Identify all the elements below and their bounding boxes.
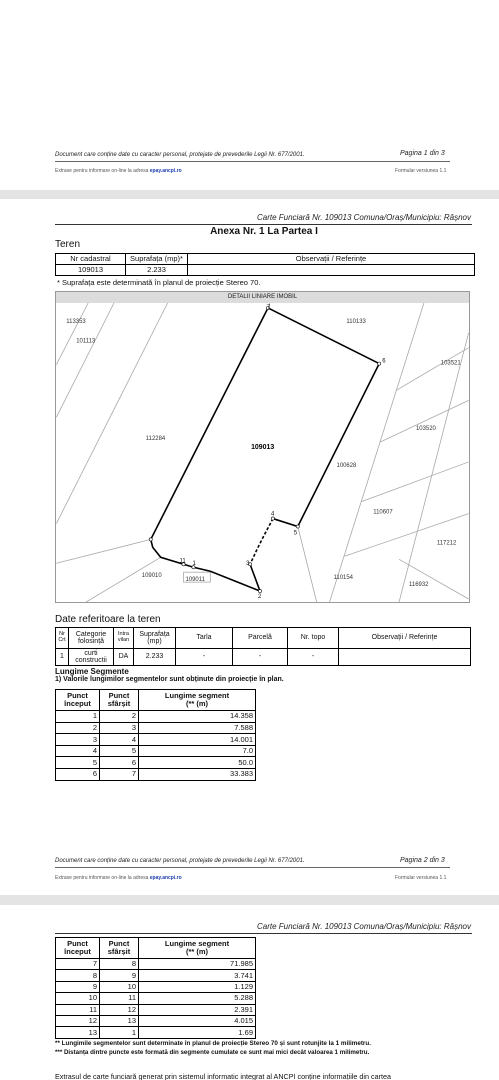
section-title-teren: Teren [55,239,81,250]
table-row [56,1015,256,1026]
land-data-table [55,627,471,666]
observations-cell [339,649,471,666]
table-row [56,265,475,276]
segment-end: 4 [100,734,139,746]
segment-end: 7 [100,768,139,780]
neighbor-label: 117212 [436,540,457,547]
point-label: 7 [266,304,271,311]
table-header: Nr. topo [288,628,339,649]
segment-start: 9 [56,981,100,992]
segment-end: 10 [100,981,139,992]
teren-table [55,253,475,276]
segment-length: 33.383 [139,768,256,780]
page-2 [0,199,499,895]
segment-start: 12 [56,1015,100,1026]
segment-end: 11 [100,993,139,1004]
table-header: Intra vilan [114,628,134,649]
form-version: Formular versiunea 1.1 [395,168,447,174]
footnote-rounding: ** Lungimile segmentelor sunt determinate în planul de proiecție Stereo 70 și sunt rotunjite la 1 milimetru. [55,1040,371,1047]
neighbor-label: 109010 [141,573,162,580]
segment-start: 7 [56,959,100,970]
segment-start: 3 [56,734,100,746]
parcel-value: - [233,649,288,666]
segment-start: 8 [56,970,100,981]
trailing-paragraph: Extrasul de carte funciară generat prin sistemul informatic integrat al ANCPI conține informațiile din cartea [55,1072,391,1080]
neighbor-label: 110133 [346,318,366,325]
neighbor-label: 113353 [66,318,86,325]
table-header: Observații / Referințe [339,628,471,649]
map-title: DETALII LINIARE IMOBIL [56,292,469,303]
neighbor-label: 101113 [76,338,96,345]
footer-notice: Document care conține date cu caracter personal, protejate de prevederile Legii Nr. 677/2001. [55,152,305,158]
tarla-value: - [176,649,233,666]
section-title-land-data: Date referitoare la teren [55,614,161,625]
parcel-id-label: 109013 [251,444,275,452]
segment-length: 7.588 [139,722,256,734]
table-row [56,757,256,769]
observations-cell [188,265,475,276]
header-divider [55,933,472,934]
surface-value: 2.233 [134,649,176,666]
point-label: 6 [382,358,386,365]
table-header: Suprafața (mp)* [126,254,188,265]
table-header: Punct sfârșit [100,938,139,959]
table-header: Tarla [176,628,233,649]
intravilan-flag: DA [114,649,134,666]
footer-source [55,168,182,174]
segment-end: 13 [100,1015,139,1026]
segment-length: 71.985 [139,959,256,970]
footer-divider [55,161,450,162]
point-label: 4 [270,511,275,518]
topo-number: - [288,649,339,666]
neighbor-label: 109011 [185,577,205,584]
neighbor-label: 116932 [409,582,429,589]
footer-source-prefix: Extrase pentru informare on-line la adresa [55,875,149,881]
surface-value: 2.233 [126,265,188,276]
segment-start: 2 [56,722,100,734]
segment-end: 6 [100,757,139,769]
neighbor-label: 103520 [415,426,436,433]
segment-start: 13 [56,1027,100,1038]
footer-divider [55,867,450,868]
footer-source-prefix: Extrase pentru informare on-line la adresa [55,168,149,174]
footnote-distance: *** Distanța dintre puncte este formată din segmente cumulate ce sunt mai mici decât valoarea 1 milimetru. [55,1049,370,1056]
table-row [56,1004,256,1015]
header-divider [55,224,472,225]
footer-site-link[interactable]: epay.ancpi.ro [149,168,182,174]
segment-start: 6 [56,768,100,780]
table-row [56,768,256,780]
segments-table-continued [55,937,256,1039]
footer-site-link[interactable]: epay.ancpi.ro [149,875,182,881]
table-header: Parcelă [233,628,288,649]
segments-table [55,689,256,781]
land-book-header: Carte Funciară Nr. 109013 Comuna/Oraș/Municipiu: Râșnov [256,922,471,931]
segments-note: 1) Valorile lungimilor segmentelor sunt obținute din proiecție în plan. [55,676,284,683]
neighbor-label: 110154 [333,575,353,582]
use-category: curti constructii [69,649,114,666]
table-header: Observații / Referințe [188,254,475,265]
footer-source [55,875,182,881]
segment-length: 4.015 [139,1015,256,1026]
map-drawing [56,303,469,602]
cadastral-number: 109013 [56,265,126,276]
table-header: Punct început [56,690,100,711]
segment-length: 1.129 [139,981,256,992]
neighbor-label: 110607 [373,509,393,516]
segment-length: 1.69 [139,1027,256,1038]
neighbor-label: 103521 [440,360,461,367]
table-row [56,745,256,757]
point-label: 2 [258,594,262,601]
form-version: Formular versiunea 1.1 [395,875,447,881]
table-row [56,981,256,992]
segment-length: 14.358 [139,711,256,723]
footer-notice: Document care conține date cu caracter personal, protejate de prevederile Legii Nr. 677/2001. [55,858,305,864]
point-label: 1 [192,561,196,568]
table-header: Punct sfârșit [100,690,139,711]
parcel-map [55,291,470,603]
segment-start: 5 [56,757,100,769]
table-header: Nr Crt [56,628,69,649]
table-header: Nr cadastral [56,254,126,265]
segment-start: 10 [56,993,100,1004]
segment-end: 2 [100,711,139,723]
segment-end: 1 [100,1027,139,1038]
annex-title: Anexa Nr. 1 La Partea I [210,226,318,237]
neighbor-boundaries [56,303,468,602]
table-row [56,711,256,723]
table-header: Lungime segment (** (m) [139,690,256,711]
segment-length: 50.0 [139,757,256,769]
segment-end: 3 [100,722,139,734]
table-row [56,993,256,1004]
table-row [56,1027,256,1038]
point-label: 3 [246,561,250,568]
table-header: Lungime segment (** (m) [139,938,256,959]
surface-note: * Suprafața este determinată în planul de proiecție Stereo 70. [57,278,261,287]
segment-length: 2.391 [139,1004,256,1015]
table-row [56,959,256,970]
segment-end: 9 [100,970,139,981]
segment-end: 12 [100,1004,139,1015]
table-row [56,649,471,666]
segment-start: 4 [56,745,100,757]
row-number: 1 [56,649,69,666]
neighbor-label: 112284 [145,436,166,443]
segment-length: 5.288 [139,993,256,1004]
page-number: Pagina 1 din 3 [400,150,445,157]
segments-title: Lungime Segmente [55,667,129,676]
page-3 [0,905,499,1080]
table-row [56,722,256,734]
page-number: Pagina 2 din 3 [400,857,445,864]
segment-start: 11 [56,1004,100,1015]
table-header: Suprafața (mp) [134,628,176,649]
segment-start: 1 [56,711,100,723]
point-label: 5 [293,530,298,537]
land-book-header: Carte Funciară Nr. 109013 Comuna/Oraș/Municipiu: Râșnov [256,213,471,222]
segment-length: 3.741 [139,970,256,981]
table-row [56,970,256,981]
segment-length: 14.001 [139,734,256,746]
segment-length: 7.0 [139,745,256,757]
segment-end: 8 [100,959,139,970]
table-header: Categorie folosință [69,628,114,649]
table-header: Punct început [56,938,100,959]
point-label: 11 [179,558,186,565]
page-1 [0,0,499,190]
neighbor-label: 100628 [336,462,357,469]
segment-end: 5 [100,745,139,757]
table-row [56,734,256,746]
